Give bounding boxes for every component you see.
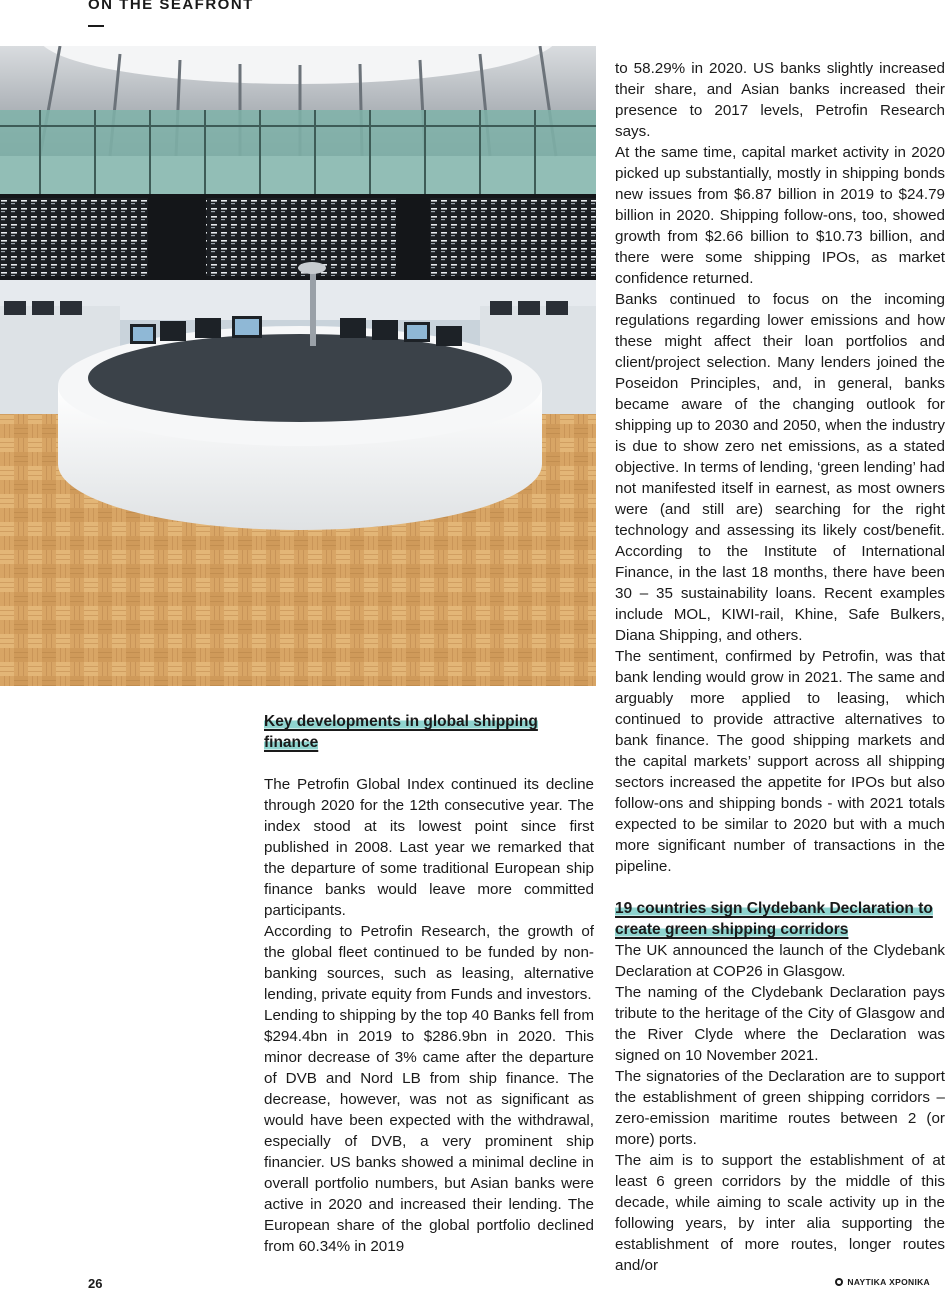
paragraph: The UK announced the launch of the Clydebank Declaration at COP26 in Glasgow. <box>615 942 945 980</box>
section-heading-clydebank: 19 countries sign Clydebank Declaration to create green shipping corridors <box>615 900 933 938</box>
paragraph: The sentiment, confirmed by Petrofin, was that bank lending would grow in 2021. The same and arguably more applied to leasing, which continued to provide attractive alternatives to bank finance. The good shipping markets and the capital markets’ support across all shipping sectors increased the appetite for IPOs but also follow-ons and shipping bonds - with 2021 totals expected to be similar to 2020 but with a much more significant number of transactions in the pipeline. <box>615 648 945 875</box>
brand-name: ΝΑΥΤΙΚΑ ΧΡΟΝΙΚΑ <box>847 1277 930 1287</box>
trading-floor-photo <box>0 46 596 686</box>
left-column <box>264 711 594 1257</box>
page-number: 26 <box>88 1276 103 1291</box>
section-divider <box>88 25 104 27</box>
paragraph: The aim is to support the establishment of at least 6 green corridors by the middle of this decade, while aiming to scale activity up in the following years, by inter alia supporting the establishment of more routes, longer routes and/or <box>615 1152 945 1274</box>
paragraph: The naming of the Clydebank Declaration pays tribute to the heritage of the City of Glasgow and the River Clyde where the Declaration was signed on 10 November 2021. <box>615 984 945 1064</box>
brand-logo-icon <box>835 1278 843 1286</box>
paragraph: At the same time, capital market activity in 2020 picked up substantially, mostly in shipping bonds new issues from $6.87 billion in 2019 to $24.79 billion in 2020. Shipping follow-ons, too, showed growth from $2.66 billion to $10.73 billion, and there were some shipping IPOs, as market confidence returned. <box>615 144 945 287</box>
section-label: ON THE SEAFRONT <box>88 0 254 13</box>
paragraph: The signatories of the Declaration are to support the establishment of green shipping corridors – zero-emission maritime routes between 2 (or more) ports. <box>615 1068 945 1148</box>
publication-brand <box>835 1277 930 1287</box>
right-column <box>615 58 945 1276</box>
paragraph: Banks continued to focus on the incoming regulations regarding lower emissions and how these might affect their loan portfolios and client/project selection. Many lenders joined the Poseidon Principles, and, in general, banks became aware of the changing outlook for shipping up to 2030 and 2050, when the industry is due to show zero net emissions, as a stated objective. In terms of lending, ‘green lending’ had not manifested itself in earnest, as most owners were (and still are) searching for the right technology and assessing its likely cost/benefit. According to the Institute of International Finance, in the last 18 months, there have been 30 – 35 sustainability loans. Recent examples include MOL, KIWI-rail, Khine, Safe Bulkers, Diana Shipping, and others. <box>615 291 945 644</box>
paragraph: The Petrofin Global Index continued its decline through 2020 for the 12th consecutive year. The index stood at its lowest point since first published in 2008. Last year we remarked that the departure of some traditional European ship finance banks would leave more committed participants. <box>264 776 594 919</box>
paragraph: According to Petrofin Research, the growth of the global fleet continued to be funded by non-banking sources, such as leasing, alternative lending, private equity from Funds and investors. <box>264 923 594 1003</box>
section-heading-finance: Key developments in global shipping finance <box>264 713 538 751</box>
paragraph: to 58.29% in 2020. US banks slightly increased their share, and Asian banks increased their presence to 2017 levels, Petrofin Research says. <box>615 60 945 140</box>
paragraph: Lending to shipping by the top 40 Banks fell from $294.4bn in 2019 to $286.9bn in 2020. This minor decrease of 3% came after the departure of DVB and Nord LB from ship finance. The decrease, however, was not as significant as would have been expected with the withdrawal, especially of DVB, a very prominent ship financier. US banks showed a minimal decline in overall portfolio numbers, but Asian banks were active in 2020 and increased their lending. The European share of the global portfolio declined from 60.34% in 2019 <box>264 1007 594 1255</box>
